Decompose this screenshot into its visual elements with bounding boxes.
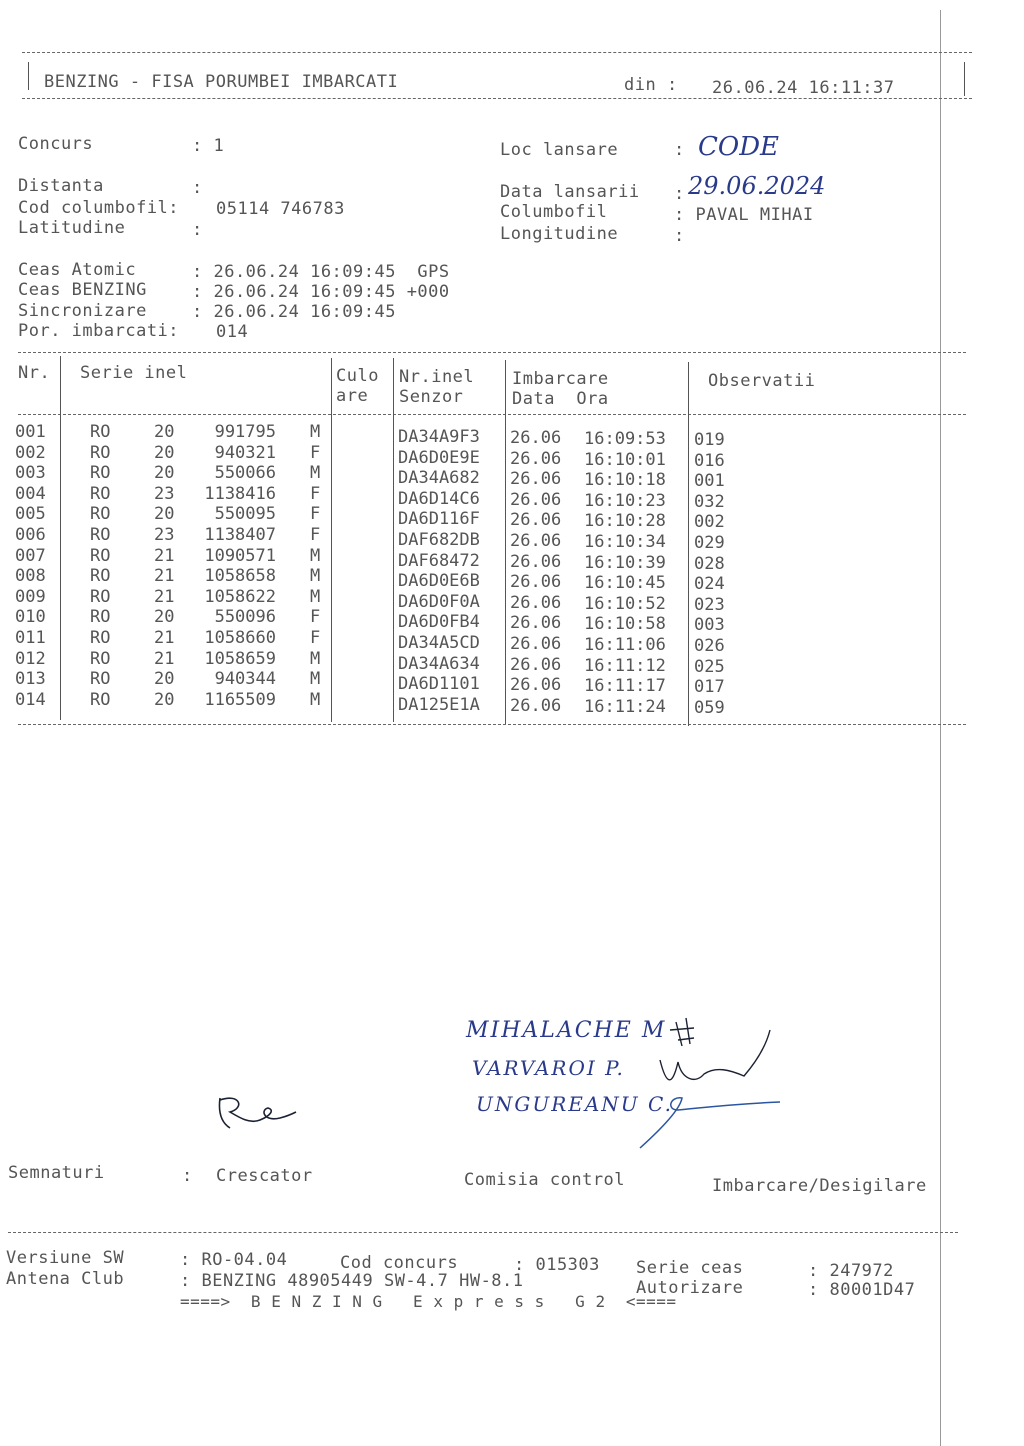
row-observation: 016 — [694, 450, 725, 471]
row-ring-number: 1058622 — [204, 586, 276, 607]
row-observation: 029 — [694, 533, 725, 553]
versiune-sw-label: Versiune SW — [6, 1248, 125, 1268]
row-time: 16:11:24 — [584, 696, 666, 717]
row-observation: 032 — [694, 491, 725, 512]
row-observation: 019 — [694, 430, 725, 450]
distanta-label: Distanta — [18, 176, 104, 196]
row-year: 21 — [154, 566, 175, 587]
row-time: 16:10:39 — [584, 552, 666, 573]
table-header-rule — [18, 414, 966, 415]
table-row — [0, 422, 940, 450]
row-nr: 011 — [15, 628, 46, 648]
longitudine-value: : — [674, 226, 685, 246]
row-sex: M — [310, 463, 321, 484]
row-year: 20 — [154, 607, 175, 628]
row-time: 16:10:34 — [584, 532, 666, 552]
handwritten-name-3: UNGUREANU C. — [476, 1092, 673, 1116]
row-time: 16:10:58 — [584, 614, 666, 635]
row-ring-number: 940321 — [214, 442, 276, 463]
serie-ceas-value: : 247972 — [808, 1261, 894, 1281]
row-date: 26.06 — [510, 634, 562, 654]
row-date: 26.06 — [510, 572, 562, 593]
row-ring-number: 1058658 — [204, 566, 276, 587]
row-year: 21 — [154, 586, 175, 607]
row-sex: F — [310, 607, 321, 628]
din-label: din : — [624, 75, 678, 95]
row-observation: 024 — [694, 574, 725, 595]
row-observation: 002 — [694, 512, 725, 533]
col-header-nr: Nr. — [18, 363, 51, 383]
row-ring-number: 550095 — [214, 504, 276, 525]
ceas-atomic-label: Ceas Atomic — [18, 260, 137, 280]
latitudine-label: Latitudine — [18, 218, 126, 238]
antena-club-value: : BENZING 48905449 SW-4.7 HW-8.1 — [180, 1271, 524, 1291]
row-nr: 008 — [15, 566, 46, 587]
footer-rule — [8, 1232, 958, 1233]
row-date: 26.06 — [510, 448, 562, 469]
row-year: 21 — [154, 648, 175, 669]
row-date: 26.06 — [510, 510, 562, 531]
page-right-edge — [940, 10, 941, 1446]
loc-lansare-value: CODE — [698, 132, 780, 162]
row-date: 26.06 — [510, 469, 562, 490]
row-time: 16:10:45 — [584, 573, 666, 594]
row-observation: 003 — [694, 615, 725, 636]
row-time: 16:10:23 — [584, 490, 666, 511]
row-ring-number: 1090571 — [204, 545, 276, 566]
row-sensor-id: DA6D0FB4 — [398, 612, 480, 633]
row-sex: M — [310, 689, 321, 710]
table-row — [0, 607, 940, 636]
row-ring-number: 550066 — [214, 463, 276, 484]
distanta-value: : — [192, 178, 203, 198]
row-sex: F — [310, 504, 321, 525]
por-imbarcati-label: Por. imbarcati: — [18, 321, 180, 341]
table-row — [0, 566, 940, 595]
row-date: 26.06 — [510, 675, 562, 696]
row-observation: 001 — [694, 471, 725, 492]
row-sex: M — [310, 566, 321, 587]
row-sensor-id: DA34A5CD — [398, 633, 480, 653]
row-observation: 026 — [694, 636, 725, 656]
table-row — [0, 504, 940, 533]
col-header-culo: Culo — [336, 366, 379, 386]
row-nr: 006 — [15, 525, 46, 545]
ceas-atomic-value: : 26.06.24 16:09:45 GPS — [192, 262, 450, 282]
table-row — [0, 463, 940, 492]
row-sensor-id: DA6D116F — [398, 509, 480, 530]
row-time: 16:10:18 — [584, 470, 666, 491]
crescator-label: Crescator — [216, 1166, 313, 1186]
table-row — [0, 442, 940, 471]
por-imbarcati-value: 014 — [216, 322, 249, 342]
row-sex: M — [310, 648, 321, 669]
table-bottom-rule — [18, 724, 966, 725]
row-nr: 002 — [15, 442, 46, 463]
row-observation: 023 — [694, 594, 725, 615]
row-country: RO — [90, 463, 111, 484]
row-ring-number: 550096 — [214, 607, 276, 628]
comisia-control-label: Comisia control — [464, 1170, 626, 1190]
row-sensor-id: DAF682DB — [398, 530, 480, 550]
row-time: 16:10:52 — [584, 593, 666, 614]
row-country: RO — [90, 566, 111, 587]
row-date: 26.06 — [510, 428, 562, 448]
row-year: 20 — [154, 504, 175, 525]
row-sex: F — [310, 628, 321, 648]
table-row — [0, 545, 940, 574]
crescator-signature-scribble — [200, 1088, 310, 1138]
latitudine-value: : — [192, 220, 203, 240]
row-date: 26.06 — [510, 695, 562, 716]
col-header-imbarcare: Imbarcare — [512, 369, 609, 389]
col-header-serie: Serie inel — [80, 363, 188, 383]
col-header-are: are — [336, 386, 369, 406]
row-observation: 059 — [694, 697, 725, 718]
col-header-data-ora: Data Ora — [512, 389, 609, 409]
row-sensor-id: DA34A634 — [398, 653, 480, 674]
row-ring-number: 991795 — [214, 422, 276, 442]
table-row — [0, 669, 940, 698]
row-year: 23 — [154, 483, 175, 504]
ceas-benzing-value: : 26.06.24 16:09:45 +000 — [192, 282, 450, 302]
row-ring-number: 940344 — [214, 669, 276, 690]
row-country: RO — [90, 483, 111, 504]
row-ring-number: 1138416 — [204, 483, 276, 504]
row-year: 20 — [154, 442, 175, 463]
loc-lansare-label: Loc lansare — [500, 140, 619, 160]
semnaturi-label: Semnaturi — [8, 1163, 105, 1183]
commission-signatures-scribble — [620, 1010, 790, 1160]
columbofil-label: Columbofil — [500, 202, 608, 222]
row-time: 16:10:28 — [584, 511, 666, 532]
row-observation: 025 — [694, 656, 725, 677]
row-country: RO — [90, 607, 111, 628]
benzing-express-banner: ====> B E N Z I N G E x p r e s s G 2 <==== — [180, 1292, 677, 1311]
cod-columbofil-value: 05114 746783 — [216, 199, 345, 219]
row-time: 16:11:06 — [584, 635, 666, 655]
table-row — [0, 648, 940, 677]
row-date: 26.06 — [510, 613, 562, 634]
col-header-senzor: Senzor — [399, 387, 464, 407]
row-year: 21 — [154, 628, 175, 648]
serie-ceas-label: Serie ceas — [636, 1258, 744, 1278]
row-sensor-id: DA34A9F3 — [398, 427, 480, 447]
semnaturi-colon: : — [182, 1166, 193, 1186]
row-year: 21 — [154, 545, 175, 566]
row-country: RO — [90, 525, 111, 545]
row-sensor-id: DA125E1A — [398, 694, 480, 715]
cod-concurs-value: : 015303 — [514, 1255, 600, 1275]
row-ring-number: 1058660 — [204, 628, 276, 648]
row-nr: 007 — [15, 545, 46, 566]
sincronizare-label: Sincronizare — [18, 301, 147, 321]
table-row — [0, 483, 940, 512]
handwritten-name-2: VARVAROI P. — [472, 1056, 625, 1080]
row-ring-number: 1138407 — [204, 525, 276, 545]
row-nr: 003 — [15, 463, 46, 484]
imbarcare-desigilare-label: Imbarcare/Desigilare — [712, 1176, 927, 1196]
row-year: 23 — [154, 525, 175, 545]
table-row — [0, 628, 940, 656]
row-time: 16:09:53 — [584, 429, 666, 449]
concurs-label: Concurs — [18, 134, 94, 154]
row-nr: 005 — [15, 504, 46, 525]
row-country: RO — [90, 545, 111, 566]
row-year: 20 — [154, 463, 175, 484]
document-title: BENZING - FISA PORUMBEI IMBARCATI — [44, 72, 399, 92]
sincronizare-value: : 26.06.24 16:09:45 — [192, 302, 396, 322]
row-country: RO — [90, 628, 111, 648]
cod-columbofil-label: Cod columbofil: — [18, 198, 180, 218]
row-country: RO — [90, 648, 111, 669]
ceas-benzing-label: Ceas BENZING — [18, 280, 147, 300]
row-observation: 017 — [694, 677, 725, 698]
versiune-sw-value: : RO-04.04 — [180, 1250, 288, 1270]
autorizare-label: Autorizare — [636, 1278, 744, 1298]
row-nr: 001 — [15, 422, 46, 442]
table-row — [0, 525, 940, 553]
row-nr: 010 — [15, 607, 46, 628]
row-date: 26.06 — [510, 551, 562, 572]
row-year: 20 — [154, 669, 175, 690]
row-time: 16:11:17 — [584, 676, 666, 697]
row-date: 26.06 — [510, 489, 562, 510]
row-sensor-id: DA6D0E9E — [398, 447, 480, 468]
concurs-value: : 1 — [192, 136, 225, 156]
row-country: RO — [90, 669, 111, 690]
row-sex: M — [310, 422, 321, 442]
data-lansarii-label: Data lansarii — [500, 182, 640, 202]
data-lansarii-value: 29.06.2024 — [688, 172, 826, 200]
row-nr: 012 — [15, 648, 46, 669]
longitudine-label: Longitudine — [500, 224, 619, 244]
header-bottom-rule — [22, 98, 972, 99]
row-time: 16:10:01 — [584, 449, 666, 470]
col-header-nrinel: Nr.inel — [399, 367, 475, 387]
row-nr: 014 — [15, 689, 46, 710]
row-year: 20 — [154, 689, 175, 710]
row-date: 26.06 — [510, 592, 562, 613]
row-sensor-id: DA6D0E6B — [398, 571, 480, 592]
din-value: 26.06.24 16:11:37 — [712, 78, 895, 98]
row-date: 26.06 — [510, 531, 562, 551]
row-sex: M — [310, 669, 321, 690]
row-year: 20 — [154, 422, 175, 442]
row-nr: 004 — [15, 483, 46, 504]
row-sex: M — [310, 545, 321, 566]
row-sensor-id: DA6D14C6 — [398, 488, 480, 509]
row-sex: M — [310, 586, 321, 607]
columbofil-value: : PAVAL MIHAI — [674, 205, 814, 225]
row-time: 16:11:12 — [584, 655, 666, 676]
row-country: RO — [90, 586, 111, 607]
row-date: 26.06 — [510, 654, 562, 675]
row-sensor-id: DA6D0F0A — [398, 591, 480, 612]
row-sensor-id: DA34A682 — [398, 468, 480, 489]
row-sensor-id: DA6D1101 — [398, 674, 480, 695]
row-sex: F — [310, 483, 321, 504]
row-observation: 028 — [694, 553, 725, 574]
row-country: RO — [90, 442, 111, 463]
handwritten-name-1: MIHALACHE M — [466, 1018, 667, 1043]
table-top-rule — [18, 352, 966, 353]
antena-club-label: Antena Club — [6, 1269, 125, 1289]
cod-concurs-label: Cod concurs — [340, 1253, 459, 1273]
table-row — [0, 586, 940, 615]
table-row — [0, 689, 940, 718]
row-country: RO — [90, 689, 111, 710]
row-sensor-id: DAF68472 — [398, 550, 480, 571]
row-country: RO — [90, 422, 111, 442]
col-header-observatii: Observatii — [708, 371, 816, 391]
autorizare-value: : 80001D47 — [808, 1280, 916, 1300]
row-nr: 013 — [15, 669, 46, 690]
row-sex: F — [310, 525, 321, 545]
row-sex: F — [310, 442, 321, 463]
row-country: RO — [90, 504, 111, 525]
row-ring-number: 1058659 — [204, 648, 276, 669]
row-nr: 009 — [15, 586, 46, 607]
row-ring-number: 1165509 — [204, 689, 276, 710]
header-top-rule — [22, 52, 972, 53]
